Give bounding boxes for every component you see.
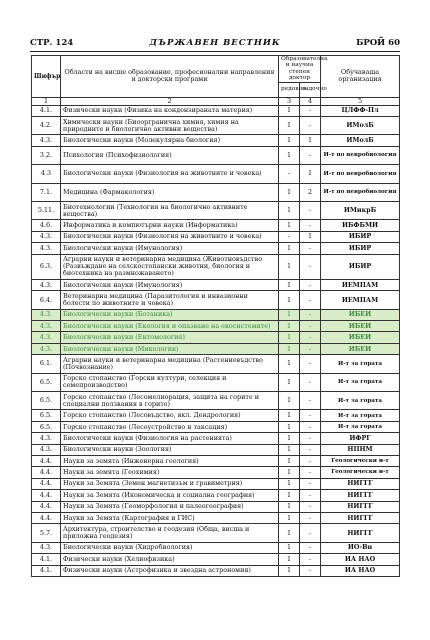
row-part-time: - <box>300 444 321 455</box>
row-code: 6.3. <box>32 254 61 279</box>
row-area: Биологически науки (Микология) <box>61 343 279 354</box>
row-regular: 1 <box>279 343 300 354</box>
row-regular: 1 <box>279 554 300 565</box>
table-row <box>32 501 400 512</box>
row-code: 6.4. <box>32 291 61 309</box>
row-area: Биологически науки (Ботаника) <box>61 309 279 320</box>
row-org: И-т по невробиология <box>321 183 400 201</box>
row-area: Информатика и компютърни науки (Информатика) <box>61 220 279 231</box>
programs-table <box>31 55 400 577</box>
row-area: Горско стопанство (Горски култури, селекция и семепроизводство) <box>61 373 279 391</box>
row-regular: 1 <box>279 501 300 512</box>
row-code: 5.11. <box>32 201 61 219</box>
row-code: 4.3. <box>32 321 61 332</box>
row-org: ИА НАО <box>321 554 400 565</box>
row-regular: 1 <box>279 410 300 421</box>
row-regular: 1 <box>279 220 300 231</box>
table-row <box>32 332 400 343</box>
row-area: Психология (Психофизиология) <box>61 146 279 164</box>
table-row <box>32 243 400 254</box>
row-org: ИБФБМИ <box>321 220 400 231</box>
running-header <box>30 38 400 50</box>
row-regular: 1 <box>279 355 300 373</box>
row-regular: 1 <box>279 201 300 219</box>
row-code: 4.4. <box>32 467 61 478</box>
row-regular: 1 <box>279 117 300 135</box>
row-part-time: - <box>300 332 321 343</box>
row-area: Физически науки (Астрофизика и звездна астрономия) <box>61 565 279 576</box>
row-org: НИГГГ <box>321 501 400 512</box>
table-row <box>32 220 400 231</box>
row-part-time: - <box>300 373 321 391</box>
col-header-part-time: задочно <box>300 82 321 97</box>
row-regular: - <box>279 231 300 242</box>
row-part-time: - <box>300 309 321 320</box>
header-rule <box>30 51 400 52</box>
row-regular: 1 <box>279 565 300 576</box>
row-code: 4.3. <box>32 332 61 343</box>
row-part-time: 1 <box>300 165 321 183</box>
row-code: 4.3 <box>32 165 61 183</box>
row-part-time: - <box>300 524 321 542</box>
row-org: И-т за гората <box>321 355 400 373</box>
row-code: 4.4. <box>32 501 61 512</box>
row-area: Науки за Земята (Земен магнетизъм и гравиметрия) <box>61 478 279 489</box>
row-part-time: - <box>300 565 321 576</box>
row-area: Горско стопанство (Лесомелиорация, защита на горите и специални ползвания в горите) <box>61 392 279 410</box>
row-regular: 1 <box>279 146 300 164</box>
row-code: 3.2. <box>32 146 61 164</box>
row-org: ИА НАО <box>321 565 400 576</box>
row-org: ИБЕИ <box>321 309 400 320</box>
row-org: И-т за гората <box>321 410 400 421</box>
row-area: Горско стопанство (Лесовъдство, вкл. Дендрология) <box>61 410 279 421</box>
row-area: Биологически науки (Молекулярна биология) <box>61 135 279 146</box>
issue-number: БРОЙ 60 <box>356 38 400 48</box>
table-body <box>32 105 400 576</box>
row-org: И-т по невробиология <box>321 165 400 183</box>
row-part-time: - <box>300 478 321 489</box>
row-area: Биологически науки (Физиология на животните и човека) <box>61 165 279 183</box>
row-regular: 1 <box>279 490 300 501</box>
row-code: 5.7. <box>32 524 61 542</box>
row-regular: 1 <box>279 478 300 489</box>
table-row <box>32 456 400 467</box>
row-part-time: - <box>300 243 321 254</box>
row-area: Науки за земята (Инженерна геология) <box>61 456 279 467</box>
row-org: ИМолБ <box>321 117 400 135</box>
table-row <box>32 279 400 290</box>
table-row <box>32 321 400 332</box>
row-area: Биологически науки (Имунология) <box>61 279 279 290</box>
row-org: ЦЛФФ-Пл <box>321 105 400 116</box>
col-header-regular: редовно <box>279 82 300 97</box>
row-regular: 1 <box>279 105 300 116</box>
row-code: 6.5. <box>32 392 61 410</box>
col-header-org: Обучаваща организация <box>321 56 400 98</box>
row-org: ИЕМПАМ <box>321 279 400 290</box>
table-row <box>32 105 400 116</box>
col-header-degree: Образователна и научна степен доктор <box>279 56 321 83</box>
row-org: ИБИР <box>321 231 400 242</box>
row-code: 6.5. <box>32 373 61 391</box>
row-code: 4.3. <box>32 542 61 553</box>
row-code: 4.3. <box>32 135 61 146</box>
page-number: СТР. 124 <box>30 38 74 48</box>
row-regular: 1 <box>279 421 300 432</box>
row-part-time: - <box>300 554 321 565</box>
table-row <box>32 467 400 478</box>
row-regular: 1 <box>279 321 300 332</box>
row-regular: 1 <box>279 332 300 343</box>
col-number: 1 <box>32 97 61 105</box>
table-row <box>32 146 400 164</box>
row-org: ИБИР <box>321 243 400 254</box>
row-org: НИГГГ <box>321 490 400 501</box>
row-part-time: - <box>300 490 321 501</box>
row-regular: 1 <box>279 456 300 467</box>
row-part-time: - <box>300 410 321 421</box>
table-row <box>32 165 400 183</box>
row-regular: 1 <box>279 309 300 320</box>
row-org: ИО-Вн <box>321 542 400 553</box>
row-part-time: - <box>300 542 321 553</box>
row-part-time: - <box>300 220 321 231</box>
row-org: НИГГГ <box>321 478 400 489</box>
table-row <box>32 135 400 146</box>
row-part-time: - <box>300 321 321 332</box>
row-code: 4.4. <box>32 512 61 523</box>
row-area: Ветеринарна медицина (Паразитология и инвазионни болести по животните и човека) <box>61 291 279 309</box>
row-org: ИМикрБ <box>321 201 400 219</box>
row-regular: 1 <box>279 183 300 201</box>
row-area: Науки за Земята (Картография и ГИС) <box>61 512 279 523</box>
table-row <box>32 392 400 410</box>
table-row <box>32 542 400 553</box>
table-row <box>32 512 400 523</box>
col-header-area: Области на висше образование, професионални направления и докторски програми <box>61 56 279 98</box>
row-org: И-т за гората <box>321 373 400 391</box>
row-code: 6.1. <box>32 355 61 373</box>
row-area: Науки за Земята (Геоморфология и палеогеография) <box>61 501 279 512</box>
row-regular: 1 <box>279 135 300 146</box>
row-part-time: - <box>300 501 321 512</box>
row-part-time: - <box>300 343 321 354</box>
row-code: 4.3. <box>32 243 61 254</box>
table-row <box>32 433 400 444</box>
row-code: 4.6. <box>32 220 61 231</box>
row-part-time: - <box>300 105 321 116</box>
table-row <box>32 490 400 501</box>
row-code: 4.4. <box>32 478 61 489</box>
row-org: Геологически и-т <box>321 456 400 467</box>
row-code: 4.1. <box>32 565 61 576</box>
row-code: 4.3. <box>32 309 61 320</box>
row-org: ИБИР <box>321 254 400 279</box>
row-code: 7.1. <box>32 183 61 201</box>
row-org: ИФРГ <box>321 433 400 444</box>
table-row <box>32 355 400 373</box>
row-part-time: - <box>300 201 321 219</box>
row-part-time: - <box>300 456 321 467</box>
table-row <box>32 343 400 354</box>
col-number: 3 <box>279 97 300 105</box>
row-regular: 1 <box>279 524 300 542</box>
column-numbers-row <box>32 97 400 105</box>
row-code: 4.2. <box>32 117 61 135</box>
row-part-time: - <box>300 355 321 373</box>
row-area: Химически науки (Биооргранична химия, химия на природните и биологично активни вещества) <box>61 117 279 135</box>
table-row <box>32 554 400 565</box>
row-regular: - <box>279 165 300 183</box>
row-part-time: - <box>300 146 321 164</box>
row-regular: 1 <box>279 542 300 553</box>
row-regular: 1 <box>279 254 300 279</box>
row-code: 4.3. <box>32 279 61 290</box>
row-regular: 1 <box>279 467 300 478</box>
table-row <box>32 478 400 489</box>
row-code: 6.5. <box>32 410 61 421</box>
row-area: Медицина (Фармакология) <box>61 183 279 201</box>
table-row <box>32 309 400 320</box>
row-regular: 1 <box>279 444 300 455</box>
row-area: Биологически науки (Имунология) <box>61 243 279 254</box>
row-code: 4.4. <box>32 456 61 467</box>
row-part-time: - <box>300 291 321 309</box>
row-area: Горско стопанство (Лесоустройство и таксация) <box>61 421 279 432</box>
table-row <box>32 201 400 219</box>
row-regular: 1 <box>279 279 300 290</box>
row-org: И-т за гората <box>321 392 400 410</box>
row-org: И-т за гората <box>321 421 400 432</box>
row-org: НИГГГ <box>321 524 400 542</box>
row-area: Биологически науки (Зоология) <box>61 444 279 455</box>
row-area: Физически науки (Хелиофизика) <box>61 554 279 565</box>
table-row <box>32 291 400 309</box>
row-area: Биотехнологии (Технология на биологично активните вещества) <box>61 201 279 219</box>
row-regular: 1 <box>279 373 300 391</box>
row-area: Биологически науки (Екология и опазване на екосистемите) <box>61 321 279 332</box>
row-code: 4.1. <box>32 554 61 565</box>
row-area: Биологически науки (Ентомология) <box>61 332 279 343</box>
table-row <box>32 373 400 391</box>
row-area: Физически науки (Физика на кондензираната материя) <box>61 105 279 116</box>
row-regular: 1 <box>279 392 300 410</box>
row-org: ИМолБ <box>321 135 400 146</box>
row-part-time: - <box>300 279 321 290</box>
row-code: 4.3. <box>32 444 61 455</box>
col-number: 2 <box>61 97 279 105</box>
row-area: Аграрни науки и ветеринарна медицина (Животновъдство (Развъждане на селскостопански животни, биология и биотехника на размножаването) <box>61 254 279 279</box>
row-code: 4.1. <box>32 105 61 116</box>
row-code: 4.3. <box>32 433 61 444</box>
row-part-time: - <box>300 117 321 135</box>
row-regular: 1 <box>279 243 300 254</box>
row-org: Геологически и-т <box>321 467 400 478</box>
row-part-time: - <box>300 254 321 279</box>
row-part-time: - <box>300 467 321 478</box>
row-area: Науки за Земята (Икономическа и социална география) <box>61 490 279 501</box>
row-part-time: 1 <box>300 231 321 242</box>
row-code: 4.3. <box>32 231 61 242</box>
col-number: 5 <box>321 97 400 105</box>
row-code: 6.5. <box>32 421 61 432</box>
row-regular: 1 <box>279 512 300 523</box>
table-row <box>32 231 400 242</box>
row-org: ИЕМПАМ <box>321 291 400 309</box>
row-regular: 1 <box>279 291 300 309</box>
table-row <box>32 524 400 542</box>
table-row <box>32 421 400 432</box>
row-regular: 1 <box>279 433 300 444</box>
row-org: ИБЕИ <box>321 343 400 354</box>
row-area: Биологически науки (Хидробиология) <box>61 542 279 553</box>
row-area: Биологически науки (Физиология на животните и човека) <box>61 231 279 242</box>
row-part-time: 1 <box>300 135 321 146</box>
row-part-time: 2 <box>300 183 321 201</box>
row-part-time: - <box>300 421 321 432</box>
row-part-time: - <box>300 433 321 444</box>
col-header-code: Шифър <box>32 56 61 98</box>
row-area: Науки за земята (Геохимия) <box>61 467 279 478</box>
row-org: ИБЕИ <box>321 332 400 343</box>
row-org: ИБЕИ <box>321 321 400 332</box>
col-number: 4 <box>300 97 321 105</box>
table-row <box>32 117 400 135</box>
row-code: 4.3. <box>32 343 61 354</box>
row-org: И-т по невробиология <box>321 146 400 164</box>
row-org: НПНМ <box>321 444 400 455</box>
table-row <box>32 565 400 576</box>
table-row <box>32 183 400 201</box>
table-row <box>32 444 400 455</box>
table-row <box>32 254 400 279</box>
table-row <box>32 410 400 421</box>
row-area: Архитектура, строителство и геодезия (Обща, висша и приложна геодезия) <box>61 524 279 542</box>
row-area: Аграрни науки и ветеринарна медицина (Растениевъдство (Почвознание) <box>61 355 279 373</box>
row-part-time: - <box>300 512 321 523</box>
row-org: НИГГГ <box>321 512 400 523</box>
row-area: Биологически науки (Физиология на растенията) <box>61 433 279 444</box>
row-code: 4.4. <box>32 490 61 501</box>
row-part-time: - <box>300 392 321 410</box>
publication-title: ДЪРЖАВЕН ВЕСТНИК <box>149 38 281 48</box>
